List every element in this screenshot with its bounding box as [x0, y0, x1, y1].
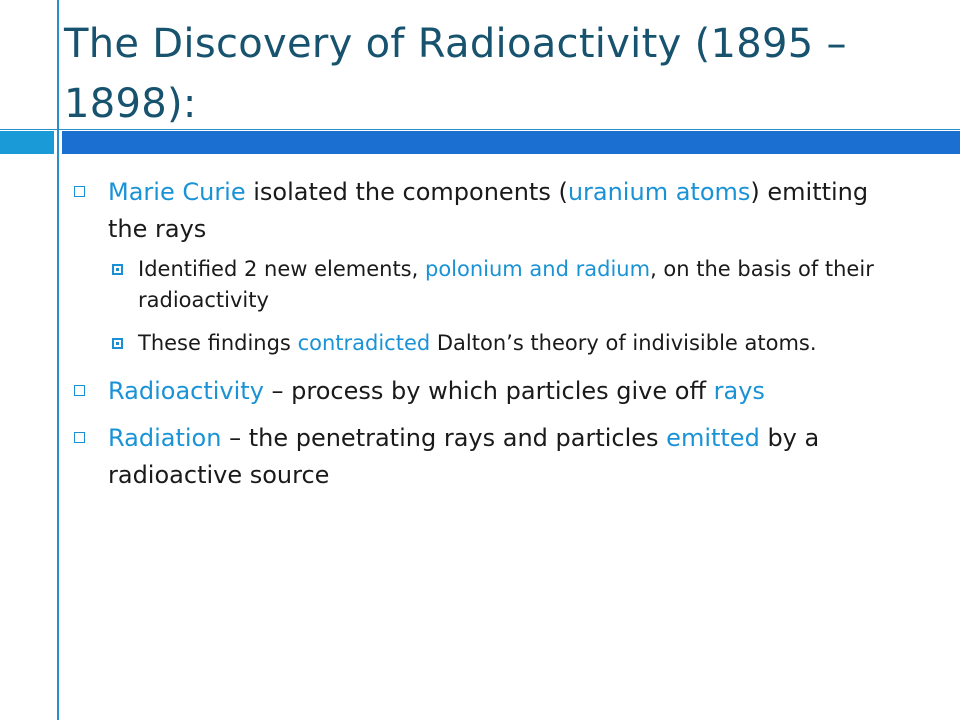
- bullet-text: Dalton’s theory of indivisible atoms.: [430, 331, 817, 355]
- bullet-marie-curie: [74, 174, 914, 248]
- slide-title: The Discovery of Radioactivity (1895 – 1898):: [64, 21, 847, 127]
- highlight-term: rays: [713, 377, 765, 405]
- accent-block: [0, 131, 54, 154]
- accent-bar: [62, 131, 960, 154]
- highlight-term: uranium atoms: [567, 178, 751, 206]
- hollow-square-bullet-icon: [74, 432, 85, 443]
- highlight-term: Marie Curie: [108, 178, 246, 206]
- bullet-text: , on the basis of their radioactivity: [138, 257, 874, 312]
- framed-square-bullet-icon: [112, 338, 123, 349]
- highlight-term: Radioactivity: [108, 377, 264, 405]
- bullet-text: These findings: [138, 331, 298, 355]
- accent-vertical-line: [57, 0, 59, 720]
- hollow-square-bullet-icon: [74, 186, 85, 197]
- framed-square-bullet-icon: [112, 264, 123, 275]
- highlight-term: contradicted: [297, 331, 431, 355]
- highlight-term: emitted: [666, 424, 760, 452]
- bullet-text: – the penetrating rays and particles: [221, 424, 667, 452]
- bullet-text: isolated the components (: [245, 178, 568, 206]
- bullet-text: Identified 2 new elements,: [138, 257, 425, 281]
- sub-bullet-new-elements: [74, 254, 914, 316]
- slide-content: [74, 174, 914, 504]
- bullet-text: by a radioactive source: [108, 424, 820, 489]
- highlight-term: polonium and radium: [424, 257, 651, 281]
- bullet-radiation: [74, 420, 914, 494]
- highlight-term: Radiation: [108, 424, 222, 452]
- bullet-radioactivity: [74, 373, 914, 410]
- bullet-text: ) emitting the rays: [108, 178, 869, 243]
- sub-bullet-contradicted: [74, 328, 914, 359]
- hollow-square-bullet-icon: [74, 385, 85, 396]
- bullet-text: – process by which particles give off: [263, 377, 714, 405]
